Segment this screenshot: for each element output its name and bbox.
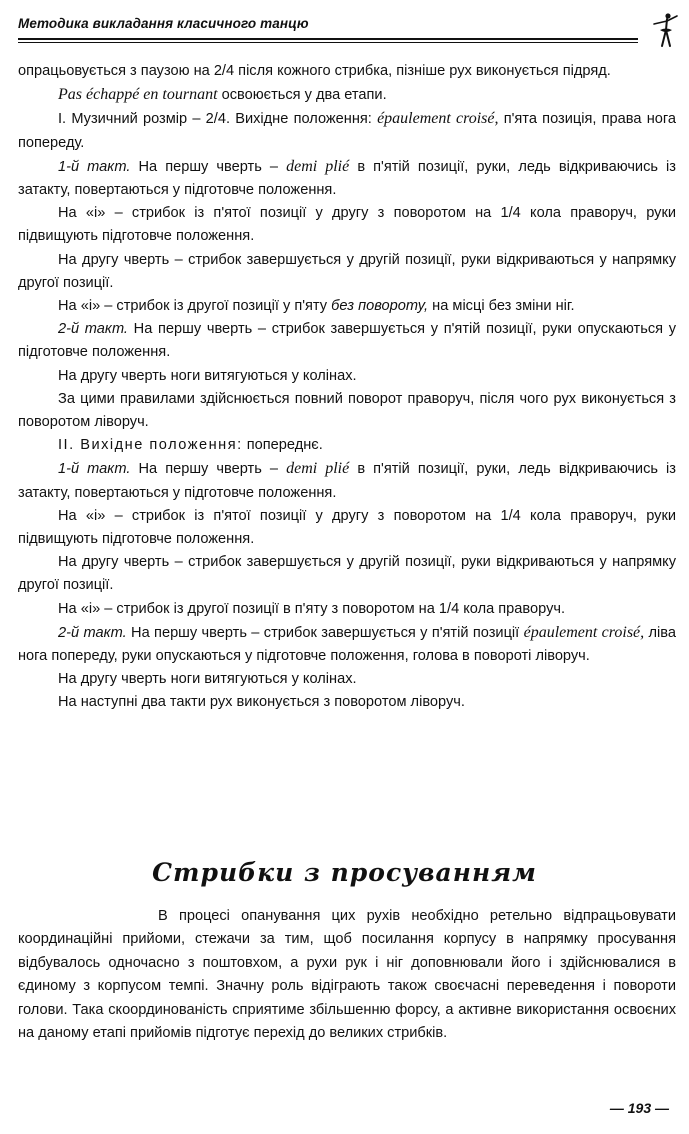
header-title: Методика викладання класичного танцю	[18, 16, 309, 31]
main-text	[18, 60, 676, 715]
paragraph	[18, 155, 676, 202]
text-segment: 2-й такт.	[58, 321, 128, 338]
ballet-dancer-icon	[646, 10, 686, 50]
text-segment: На другу чверть ноги витягуються у колінах.	[58, 671, 357, 688]
text-segment: І. Музичний розмір – 2/4. Вихідне положення:	[58, 111, 378, 128]
paragraph	[18, 621, 676, 668]
paragraph	[18, 295, 676, 318]
text-segment: На «і» – стрибок із п'ятої позиції у другу з поворотом на 1/4 кола праворуч, руки підвищують підготовче положення.	[18, 205, 676, 245]
page-number: — 193 —	[609, 1100, 669, 1116]
paragraph	[18, 668, 676, 691]
text-segment: épaulement croisé,	[523, 623, 645, 641]
text-segment: в п'ятій позиції, руки, ледь відкриваючись із затакту, повертаються у підготовче положення.	[18, 461, 676, 501]
text-segment: demi plié	[286, 157, 350, 175]
text-segment: épaulement croisé,	[377, 110, 499, 128]
paragraph	[18, 691, 676, 714]
paragraph	[18, 505, 676, 551]
paragraph	[18, 318, 676, 364]
text-segment: в п'ятій позиції, руки, ледь відкриваючись із затакту, повертаються у підготовче положення.	[18, 158, 676, 199]
text-segment: п'ята позиція, права нога попереду.	[18, 111, 676, 151]
paragraph	[18, 598, 676, 621]
paragraph	[18, 107, 676, 154]
text-segment: На першу чверть –	[130, 158, 287, 175]
text-segment: ІІ. Вихідне положення:	[58, 437, 243, 454]
text-segment: На другу чверть – стрибок завершується у другій позиції, руки відкриваються у напрямку другої позиції.	[18, 251, 676, 291]
text-segment: без повороту,	[331, 298, 429, 315]
text-segment: На другу чверть ноги витягуються у колінах.	[58, 367, 357, 384]
text-segment: За цими правилами здійснюється повний поворот праворуч, після чого рух виконується з поворотом ліворуч.	[18, 390, 676, 431]
text-segment: На «і» – стрибок із другої позиції у п'яту	[58, 298, 332, 315]
text-segment: 2-й такт.	[58, 624, 127, 641]
running-header	[18, 14, 658, 40]
text-segment: ліва нога попереду, руки опускаються у підготовче положення, голова в повороті ліворуч.	[18, 624, 676, 665]
text-segment: На «і» – стрибок із другої позиції в п'яту з поворотом на 1/4 кола праворуч.	[58, 600, 566, 617]
header-rule	[18, 38, 638, 40]
section-body	[18, 905, 676, 1045]
text-segment: На першу чверть –	[130, 461, 287, 478]
paragraph	[18, 434, 676, 457]
paragraph	[18, 202, 676, 248]
text-segment: На першу чверть – стрибок завершується у п'ятій позиції	[126, 624, 524, 641]
text-segment: на місці без зміни ніг.	[428, 298, 575, 315]
paragraph	[18, 83, 676, 107]
text-segment: На наступні два такти рух виконується з поворотом ліворуч.	[58, 694, 465, 711]
section-paragraph: В процесі опанування цих рухів необхідно ретельно відпрацьовувати координаційні прийоми, стежачи за тим, щоб посилання корпусу в напрямку просування відбувалось одночасно з поштовхом, а рухи рук і ніг доповнювали його і здійснювалися в єдиному з корпусом темпі. Значну роль відіграють також своєчасні переведення і повороти голови. Така скоординованість сприятиме збільшенню форсу, а активне використання освоєних на даному етапі прийомів підготує перехід до великих стрибків.	[18, 908, 676, 1042]
paragraph	[18, 388, 676, 434]
header-rule-thin	[18, 42, 638, 43]
text-segment: попереднє.	[242, 437, 323, 454]
text-segment: demi plié	[286, 460, 350, 478]
text-segment: Pas échappé en tournant	[58, 86, 218, 104]
text-segment: На другу чверть – стрибок завершується у другій позиції, руки відкриваються у напрямку другої позиції.	[18, 554, 676, 594]
paragraph	[18, 457, 676, 504]
text-segment: освоюється у два етапи.	[217, 87, 387, 104]
section-heading: Стрибки з просуванням	[152, 858, 537, 887]
paragraph	[18, 365, 676, 388]
paragraph	[18, 60, 676, 83]
text-segment: опрацьовується з паузою на 2/4 після кожного стрибка, пізніше рух виконується підряд.	[18, 63, 611, 79]
paragraph	[18, 551, 676, 597]
text-segment: На «і» – стрибок із п'ятої позиції у другу з поворотом на 1/4 кола праворуч, руки підвищують підготовче положення.	[18, 507, 676, 548]
text-segment: 1-й такт.	[58, 461, 131, 478]
text-segment: 1-й такт.	[58, 158, 131, 175]
text-segment: На першу чверть – стрибок завершується у п'ятій позиції, руки опускаються у підготовче положення.	[18, 321, 677, 361]
paragraph	[18, 249, 676, 295]
